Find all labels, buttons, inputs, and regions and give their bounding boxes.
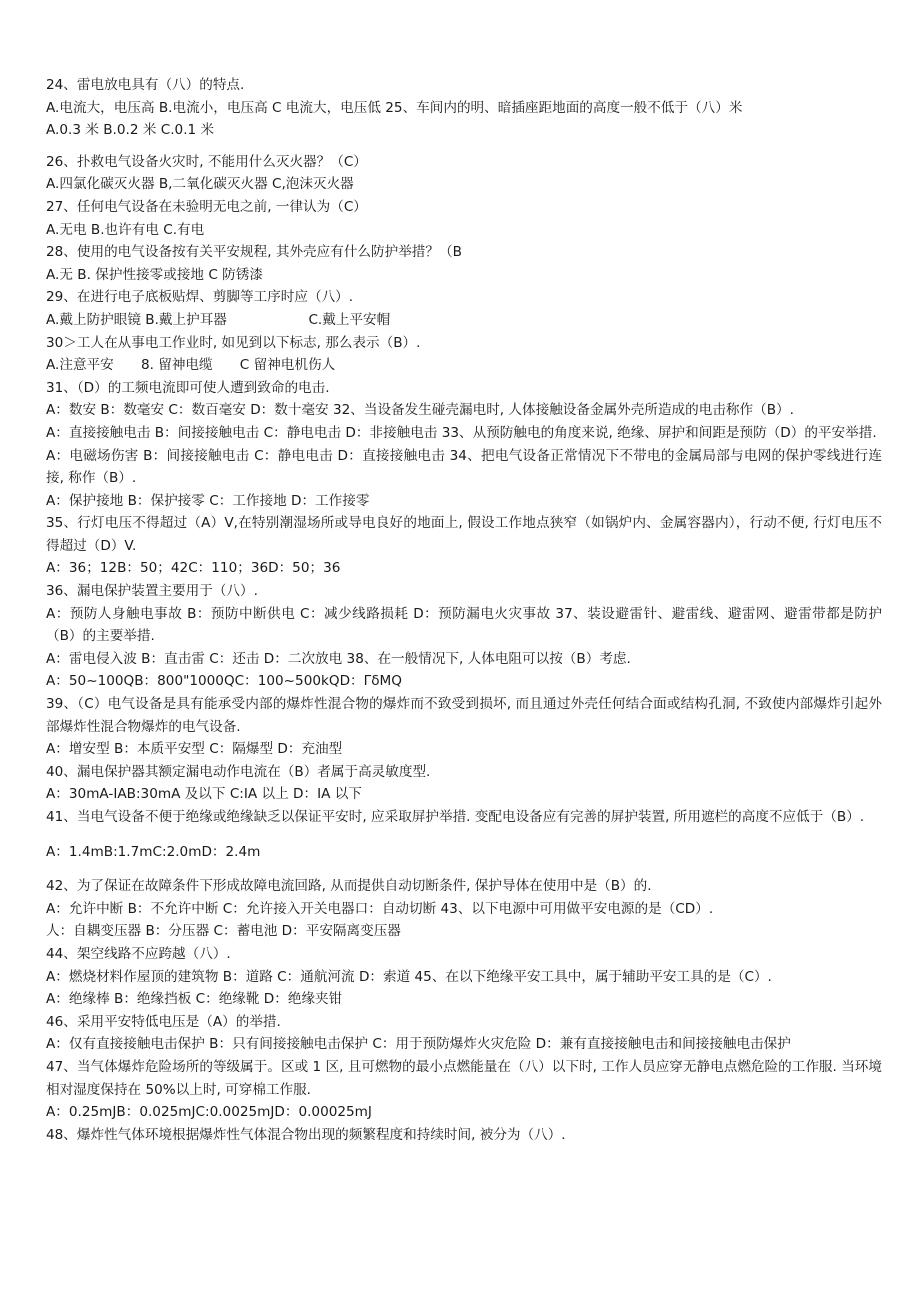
text-line: A：保护接地 B：保护接零 C：工作接地 D：工作接零: [46, 492, 370, 509]
text-line: A.无电 B.也许有电 C.有电: [46, 221, 205, 238]
text-line: 44、架空线路不应跨越（八）.: [46, 945, 231, 962]
text-line: 29、在进行电子底板贴焊、剪脚等工序时应（八）.: [46, 289, 354, 306]
text-line: A：直接接触电击 B：间接接触电击 C：静电电击 D：非接触电击 33、从预防触电的角度来说, 绝缘、屏护和间距是预防（D）的平安举措.: [46, 424, 877, 441]
text-line: A：数安 B：数毫安 C：数百毫安 D：数十毫安 32、当设备发生碰壳漏电时, 人体接触设备金属外壳所造成的电击称作（B）.: [46, 402, 794, 419]
text-line: 36、漏电保护装置主要用于（八）.: [46, 583, 258, 600]
document-page: [46, 74, 882, 1146]
text-line: A：允许中断 B：不允许中断 C：允许接入开关电器口：自动切断 43、以下电源中可用做平安电源的是（CD）.: [46, 900, 714, 917]
text-line: 28、使用的电气设备按有关平安规程, 其外壳应有什么防护举措？（B: [46, 244, 462, 261]
text-line: A：50~100QB：800"1000QC：100~500kQD：ΓδMQ: [46, 673, 402, 690]
text-line: 48、爆炸性气体环境根据爆炸性气体混合物出现的频繁程度和持续时间, 被分为（八）.: [46, 1126, 566, 1143]
text-line: 47、当气体爆炸危险场所的等级属于。区或 1 区, 且可燃物的最小点燃能量在（八）以下时, 工作人员应穿无静电点燃危险的工作服. 当环境相对湿度保持在 50%以上时, 可穿棉工作服.: [46, 1058, 882, 1098]
text-line: 42、为了保证在故障条件下形成故障电流回路, 从而提供自动切断条件, 保护导体在使用中是（B）的.: [46, 878, 652, 895]
text-line: A：0.25mJB：0.025mJC:0.0025mJD：0.00025mJ: [46, 1104, 372, 1121]
text-line: A：仅有直接接触电击保护 B：只有间接接触电击保护 C：用于预防爆炸火灾危险 D：兼有直接接触电击和间接接触电击保护: [46, 1036, 791, 1053]
text-line: A.电流大，电压高 B.电流小，电压高 C 电流大，电压低 25、车间内的明、暗插座距地面的高度一般不低于（八）米: [46, 99, 743, 116]
text-line: A：预防人身触电事故 B：预防中断供电 C：减少线路损耗 D：预防漏电火灾事故 37、装设避雷针、避雷线、避雷网、避雷带都是防护（B）的主要举措.: [46, 605, 882, 645]
text-line: 35、行灯电压不得超过（A）V,在特别潮湿场所或导电良好的地面上, 假设工作地点狭窄（如锅炉内、金属容器内），行动不便, 行灯电压不得超过（D）V.: [46, 515, 882, 554]
text-line: A.戴上防护眼镜 B.戴上护耳器 C.戴上平安帽: [46, 311, 391, 328]
text-line: A：燃烧材料作屋顶的建筑物 B：道路 C：通航河流 D：索道 45、在以下绝缘平安工具中，属于辅助平安工具的是（C）.: [46, 968, 772, 985]
text-line: 31、（D）的工频电流即可使人遭到致命的电击.: [46, 379, 330, 396]
text-line: 41、当电气设备不便于绝缘或绝缘缺乏以保证平安时, 应采取屏护举措. 变配电设备应有完善的屏护装置, 所用遮栏的高度不应低于（B）.: [46, 809, 865, 825]
text-line: 30＞工人在从事电工作业时, 如见到以下标志, 那么表示（B）.: [46, 334, 421, 351]
text-line: A：增安型 B：本质平安型 C：隔爆型 D：充油型: [46, 741, 343, 758]
text-line: A.无 B. 保护性接零或接地 C 防锈漆: [46, 266, 263, 283]
text-line: A.四氯化碳灭火器 B,二氧化碳灭火器 C,泡沫灭火器: [46, 176, 354, 193]
text-line: A：30mA-IAB:30mA 及以下 C:IA 以上 D：IA 以下: [46, 786, 362, 803]
text-line: A.0.3 米 B.0.2 米 C.0.1 米: [46, 122, 215, 139]
text-line: 26、扑救电气设备火灾时, 不能用什么灭火器？（C）: [46, 153, 367, 170]
text-line: 24、雷电放电具有（八）的特点.: [46, 77, 245, 93]
text-line: A：1.4mB:1.7mC:2.0mD：2.4m: [46, 843, 261, 860]
text-line: A：36；12B：50；42C：110；36D：50；36: [46, 560, 341, 577]
text-line: 39、（C）电气设备是具有能承受内部的爆炸性混合物的爆炸而不致受到损坏, 而且通过外壳任何结合面或结构孔洞, 不致使内部爆炸引起外部爆炸性混合物爆炸的电气设备.: [46, 696, 882, 735]
text-line: 40、漏电保护器其额定漏电动作电流在（B）者属于高灵敏度型.: [46, 763, 431, 780]
text-line: 27、任何电气设备在未验明无电之前, 一律认为（C）: [46, 198, 367, 215]
text-line: A：雷电侵入波 B：直击雷 C：还击 D：二次放电 38、在一般情况下, 人体电阻可以按（B）考虑.: [46, 650, 631, 667]
text-line: 46、采用平安特低电压是（A）的举措.: [46, 1013, 281, 1030]
text-line: A：电磁场伤害 B：间接接触电击 C：静电电击 D：直接接触电击 34、把电气设备正常情况下不带电的金属局部与电网的保护零线进行连接, 称作（B）.: [46, 447, 882, 487]
text-line: 人：自耦变压器 B：分压器 C：蓄电池 D：平安隔离变压器: [46, 923, 401, 940]
text-line: A：绝缘棒 B：绝缘挡板 C：绝缘靴 D：绝缘夹钳: [46, 991, 343, 1008]
text-line: A.注意平安 8. 留神电缆 C 留神电机伤人: [46, 357, 336, 374]
